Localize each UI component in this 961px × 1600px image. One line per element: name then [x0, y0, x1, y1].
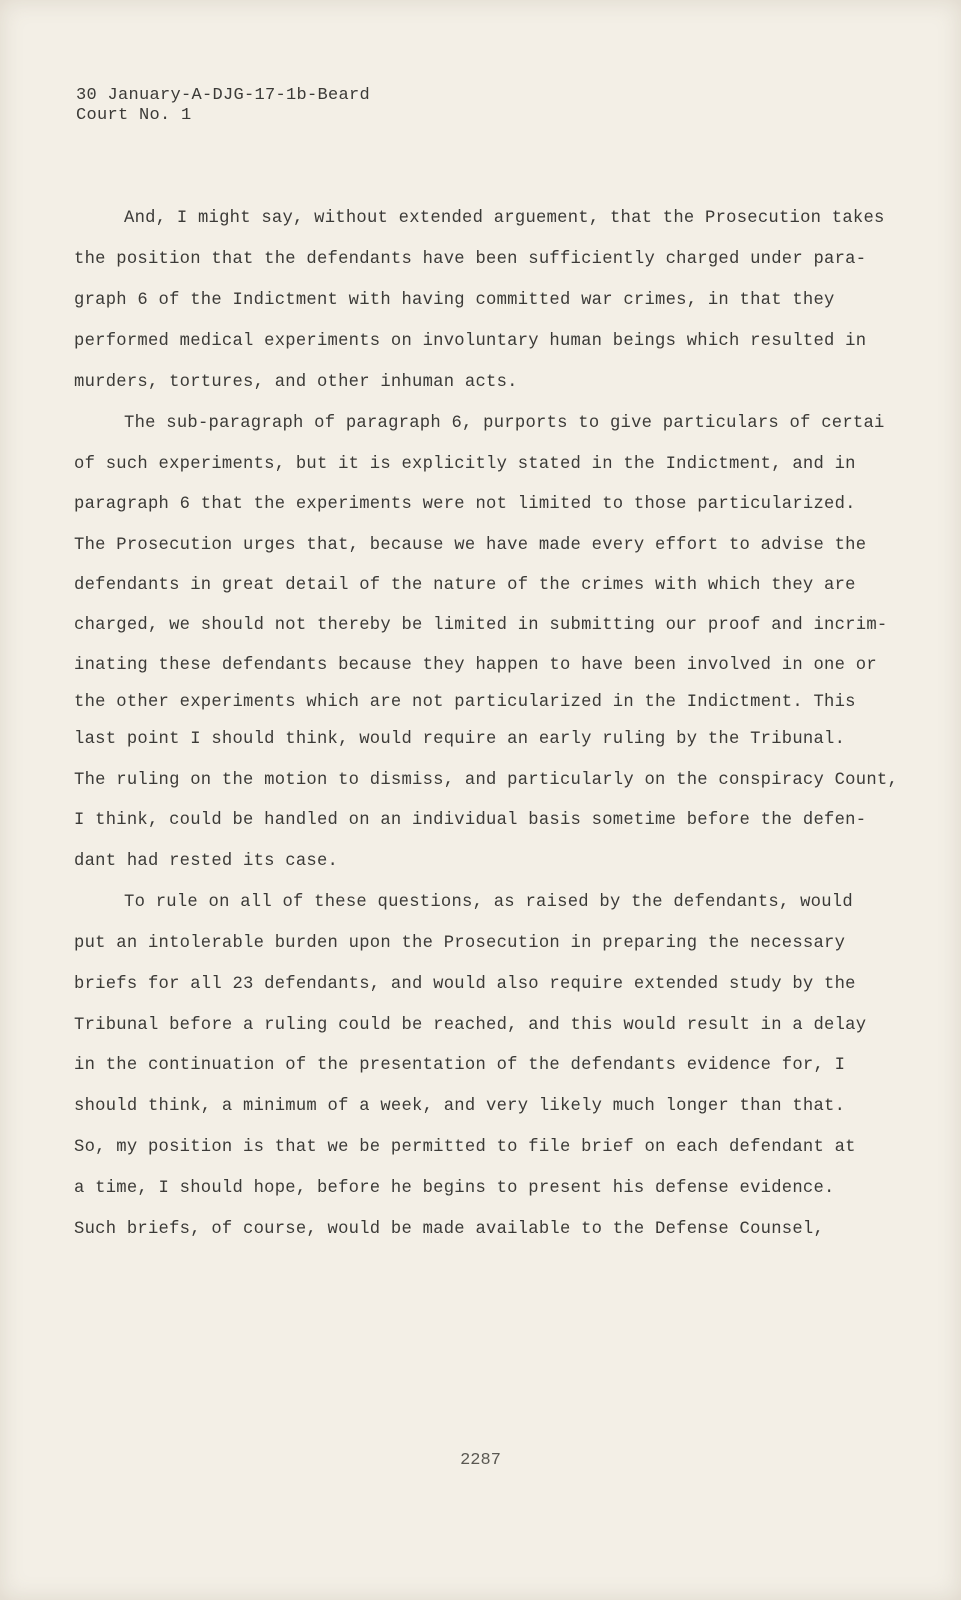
text-line: Tribunal before a ruling could be reached, and this would result in a delay	[74, 1016, 867, 1035]
text-line: inating these defendants because they happen to have been involved in one or	[74, 656, 877, 675]
text-line: defendants in great detail of the nature of the crimes with which they are	[74, 576, 856, 595]
text-line: murders, tortures, and other inhuman acts.	[74, 373, 518, 392]
text-line: of such experiments, but it is explicitly stated in the Indictment, and in	[74, 455, 856, 474]
text-line: a time, I should hope, before he begins to present his defense evidence.	[74, 1179, 835, 1198]
text-line: I think, could be handled on an individual basis sometime before the defen-	[74, 811, 867, 830]
text-line: the position that the defendants have been sufficiently charged under para-	[74, 250, 867, 269]
text-line: should think, a minimum of a week, and very likely much longer than that.	[74, 1097, 846, 1116]
text-line: graph 6 of the Indictment with having committed war crimes, in that they	[74, 291, 835, 310]
page-number: 2287	[460, 1451, 501, 1470]
text-line: The ruling on the motion to dismiss, and particularly on the conspiracy Count,	[74, 771, 899, 790]
text-line: The Prosecution urges that, because we have made every effort to advise the	[74, 536, 867, 555]
text-line: The sub-paragraph of paragraph 6, purports to give particulars of certai	[124, 414, 885, 433]
text-line: last point I should think, would require an early ruling by the Tribunal.	[74, 730, 846, 749]
text-line: To rule on all of these questions, as raised by the defendants, would	[124, 893, 853, 912]
text-line: briefs for all 23 defendants, and would also require extended study by the	[74, 975, 856, 994]
header-session-line: 30 January-A-DJG-17-1b-Beard	[76, 86, 371, 105]
text-line: Such briefs, of course, would be made available to the Defense Counsel,	[74, 1220, 825, 1239]
text-line: charged, we should not thereby be limited in submitting our proof and incrim-	[74, 616, 888, 635]
text-line: dant had rested its case.	[74, 852, 339, 871]
text-line: And, I might say, without extended arguement, that the Prosecution takes	[124, 209, 885, 228]
text-line: in the continuation of the presentation of the defendants evidence for, I	[74, 1056, 846, 1075]
text-line: So, my position is that we be permitted to file brief on each defendant at	[74, 1138, 856, 1157]
text-line: the other experiments which are not particularized in the Indictment. This	[74, 693, 856, 712]
text-line: performed medical experiments on involuntary human beings which resulted in	[74, 332, 867, 351]
header-court-line: Court No. 1	[76, 106, 192, 125]
text-line: paragraph 6 that the experiments were not limited to those particularized.	[74, 495, 856, 514]
text-line: put an intolerable burden upon the Prosecution in preparing the necessary	[74, 934, 846, 953]
